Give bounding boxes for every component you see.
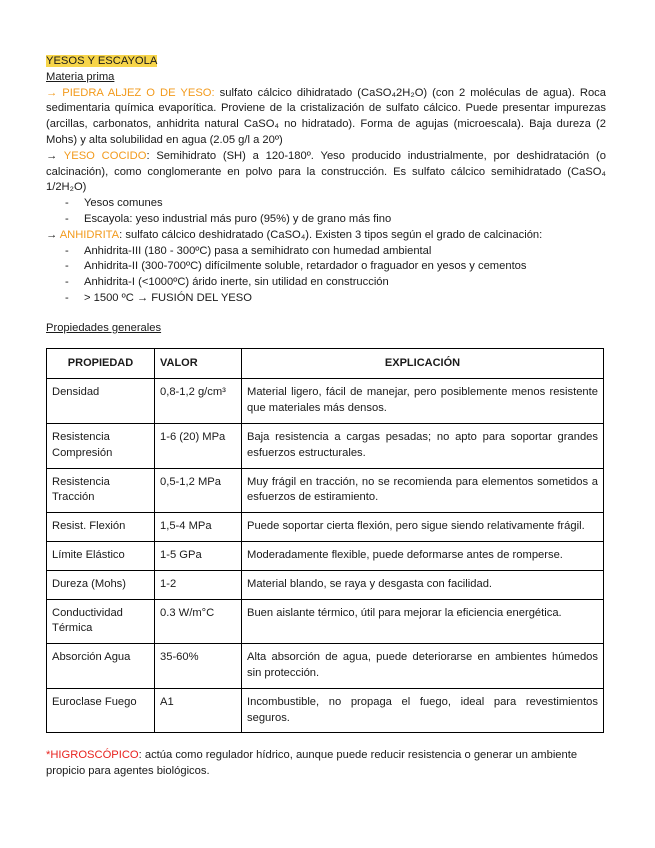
table-row <box>47 468 604 513</box>
cell-explicacion: Material blando, se raya y desgasta con facilidad. <box>242 570 604 599</box>
piedra-label: PIEDRA ALJEZ O DE YESO: <box>62 86 215 99</box>
cell-explicacion: Moderadamente flexible, puede deformarse antes de romperse. <box>242 541 604 570</box>
cell-explicacion: Incombustible, no propaga el fuego, ideal para revestimientos seguros. <box>242 688 604 733</box>
table-row <box>47 379 604 424</box>
table-row <box>47 644 604 689</box>
cell-explicacion: Muy frágil en tracción, no se recomienda para elementos sometidos a esfuerzos de estiramiento. <box>242 468 604 513</box>
properties-table <box>46 348 604 734</box>
header-explicacion: EXPLICACIÓN <box>242 348 604 379</box>
piedra-aljez-paragraph <box>46 86 606 149</box>
anhidrita-text: : sulfato cálcico deshidratado (CaSO₄). Existen 3 tipos según el grado de calcinación: <box>119 228 543 241</box>
document-page <box>46 54 606 780</box>
page-title: YESOS Y ESCAYOLA <box>46 55 158 67</box>
anhidrita-arrow: → <box>46 228 60 241</box>
cocido-label: YESO COCIDO <box>63 149 147 162</box>
header-valor: VALOR <box>155 348 242 379</box>
cell-valor: 1-2 <box>155 570 242 599</box>
table-row <box>47 570 604 599</box>
table-row <box>47 423 604 468</box>
table-header-row <box>47 348 604 379</box>
cell-propiedad: Resist. Flexión <box>47 513 155 542</box>
note-label: *HIGROSCÓPICO <box>46 749 139 762</box>
cell-propiedad: Dureza (Mohs) <box>47 570 155 599</box>
table-row <box>47 688 604 733</box>
cell-explicacion: Puede soportar cierta flexión, pero sigue siendo relativamente frágil. <box>242 513 604 542</box>
anhidrita-label: ANHIDRITA <box>59 228 120 241</box>
cell-propiedad: Resistencia Tracción <box>47 468 155 513</box>
cell-propiedad: Absorción Agua <box>47 644 155 689</box>
cell-valor: 1-6 (20) MPa <box>155 423 242 468</box>
cocido-text: : Semihidrato (SH) a 120-180º. Yeso producido industrialmente, por deshidratación (o calcinación), como conglomerante en polvo para la construcción. Es sulfato cálcico semihidratado (CaSO₄ 1/2H₂O) <box>46 149 606 194</box>
cell-explicacion: Material ligero, fácil de manejar, pero posiblemente menos resistente que materiales más densos. <box>242 379 604 424</box>
piedra-text: sulfato cálcico dihidratado (CaSO₄2H₂O) (con 2 moléculas de agua). Roca sedimentaria química evaporítica. Proviene de la cristalización de sulfato cálcico. Puede presentar impurezas (arcillas, carbonatos, anhidrita natural CaSO₄ no hidratado). Forma de agujas (microescala). Baja dureza (2 Mohs) y alta solubilidad en agua (2.05 g/l a 20º) <box>46 86 606 146</box>
cell-propiedad: Densidad <box>47 379 155 424</box>
anhidrita-paragraph <box>46 228 606 244</box>
cell-valor: 35-60% <box>155 644 242 689</box>
table-row <box>47 541 604 570</box>
list-item: - Anhidrita-III (180 - 300ºC) pasa a semihidrato con humedad ambiental <box>46 244 606 260</box>
yeso-cocido-paragraph <box>46 149 606 196</box>
list-item: - Anhidrita-I (<1000ºC) árido inerte, sin utilidad en construcción <box>46 275 606 291</box>
list-item: - > 1500 ºC → FUSIÓN DEL YESO <box>46 291 606 307</box>
header-propiedad: PROPIEDAD <box>47 348 155 379</box>
piedra-arrow: → <box>46 86 63 99</box>
section-heading-materia-prima: Materia prima <box>46 70 115 83</box>
anhidrita-list <box>46 244 606 307</box>
table-row <box>47 599 604 644</box>
cell-valor: 1,5-4 MPa <box>155 513 242 542</box>
cell-explicacion: Baja resistencia a cargas pesadas; no apto para soportar grandes esfuerzos estructurales. <box>242 423 604 468</box>
section-heading-propiedades: Propiedades generales <box>46 321 162 334</box>
cell-explicacion: Buen aislante térmico, útil para mejorar la eficiencia energética. <box>242 599 604 644</box>
higroscopico-note <box>46 748 606 780</box>
cell-propiedad: Euroclase Fuego <box>47 688 155 733</box>
cell-explicacion: Alta absorción de agua, puede deteriorarse en ambientes húmedos sin protección. <box>242 644 604 689</box>
list-item: - Anhidrita-II (300-700ºC) difícilmente soluble, retardador o fraguador en yesos y cementos <box>46 259 606 275</box>
cocido-list <box>46 196 606 228</box>
cell-valor: 1-5 GPa <box>155 541 242 570</box>
table-row <box>47 513 604 542</box>
cell-propiedad: Conductividad Térmica <box>47 599 155 644</box>
cell-propiedad: Límite Elástico <box>47 541 155 570</box>
cell-valor: A1 <box>155 688 242 733</box>
list-item: - Yesos comunes <box>46 196 606 212</box>
list-item: - Escayola: yeso industrial más puro (95%) y de grano más fino <box>46 212 606 228</box>
cell-valor: 0.3 W/m°C <box>155 599 242 644</box>
cell-propiedad: Resistencia Compresión <box>47 423 155 468</box>
note-text: : actúa como regulador hídrico, aunque puede reducir resistencia o generar un ambiente propicio para agentes biológicos. <box>46 749 578 778</box>
cell-valor: 0,5-1,2 MPa <box>155 468 242 513</box>
cocido-arrow: → <box>46 149 64 162</box>
cell-valor: 0,8-1,2 g/cm³ <box>155 379 242 424</box>
